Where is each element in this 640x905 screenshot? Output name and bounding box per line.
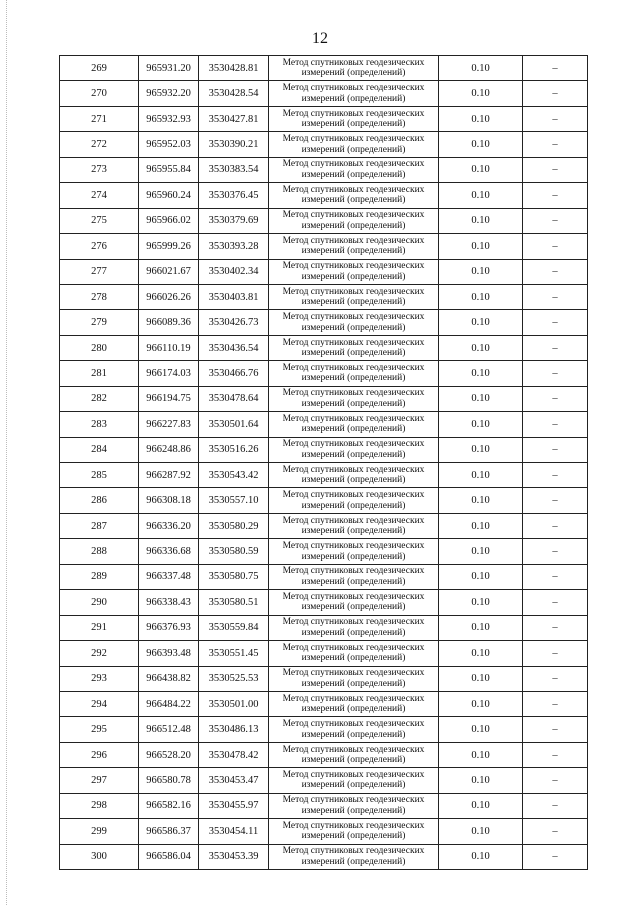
x-coordinate-cell: 965932.20 [139,81,199,106]
table-row [60,539,588,564]
method-line-2: измерений (определений) [301,119,406,130]
accuracy-cell: 0.10 [439,768,523,793]
method-line-1: Метод спутниковых геодезических [282,362,425,373]
y-coordinate-cell: 3530543.42 [199,463,269,488]
x-coordinate-cell: 966582.16 [139,793,199,818]
table-row [60,310,588,335]
method-cell [269,106,439,131]
point-number-cell: 298 [60,793,139,818]
accuracy-cell: 0.10 [439,539,523,564]
point-number-cell: 286 [60,488,139,513]
x-coordinate-cell: 966227.83 [139,412,199,437]
method-cell [269,259,439,284]
y-coordinate-cell: 3530580.29 [199,513,269,538]
x-coordinate-cell: 965966.02 [139,208,199,233]
table-row [60,234,588,259]
table-row [60,615,588,640]
accuracy-cell: 0.10 [439,844,523,869]
point-number-cell: 292 [60,641,139,666]
method-line-1: Метод спутниковых геодезических [282,388,425,399]
x-coordinate-cell: 966528.20 [139,742,199,767]
point-number-cell: 283 [60,412,139,437]
method-line-2: измерений (определений) [301,500,406,511]
x-coordinate-cell: 966248.86 [139,437,199,462]
point-number-cell: 290 [60,590,139,615]
description-cell: – [523,488,588,513]
table-row [60,742,588,767]
accuracy-cell: 0.10 [439,234,523,259]
y-coordinate-cell: 3530453.39 [199,844,269,869]
method-cell [269,386,439,411]
method-line-2: измерений (определений) [301,704,406,715]
method-line-1: Метод спутниковых геодезических [282,210,425,221]
method-line-2: измерений (определений) [301,373,406,384]
y-coordinate-cell: 3530376.45 [199,183,269,208]
y-coordinate-cell: 3530453.47 [199,768,269,793]
method-cell [269,488,439,513]
x-coordinate-cell: 966484.22 [139,691,199,716]
table-row [60,361,588,386]
method-line-1: Метод спутниковых геодезических [282,668,425,679]
table-row [60,56,588,81]
method-cell [269,691,439,716]
description-cell: – [523,284,588,309]
point-number-cell: 278 [60,284,139,309]
table-row [60,666,588,691]
y-coordinate-cell: 3530436.54 [199,335,269,360]
table-row [60,564,588,589]
description-cell: – [523,666,588,691]
method-cell [269,234,439,259]
accuracy-cell: 0.10 [439,386,523,411]
accuracy-cell: 0.10 [439,183,523,208]
table-row [60,590,588,615]
method-line-1: Метод спутниковых геодезических [282,159,425,170]
accuracy-cell: 0.10 [439,157,523,182]
accuracy-cell: 0.10 [439,615,523,640]
method-line-1: Метод спутниковых геодезических [282,413,425,424]
method-line-1: Метод спутниковых геодезических [282,744,425,755]
point-number-cell: 291 [60,615,139,640]
description-cell: – [523,742,588,767]
table-row [60,259,588,284]
point-number-cell: 285 [60,463,139,488]
description-cell: – [523,310,588,335]
accuracy-cell: 0.10 [439,513,523,538]
point-number-cell: 288 [60,539,139,564]
scan-edge-rule [6,0,7,905]
table-row [60,793,588,818]
method-cell [269,132,439,157]
method-cell [269,768,439,793]
description-cell: – [523,844,588,869]
x-coordinate-cell: 966194.75 [139,386,199,411]
method-cell [269,793,439,818]
accuracy-cell: 0.10 [439,208,523,233]
method-line-1: Метод спутниковых геодезических [282,261,425,272]
method-line-2: измерений (определений) [301,271,406,282]
method-line-1: Метод спутниковых геодезических [282,642,425,653]
y-coordinate-cell: 3530580.51 [199,590,269,615]
x-coordinate-cell: 965955.84 [139,157,199,182]
table-row [60,717,588,742]
method-cell [269,819,439,844]
method-line-1: Метод спутниковых геодезических [282,490,425,501]
method-line-2: измерений (определений) [301,678,406,689]
method-cell [269,284,439,309]
y-coordinate-cell: 3530426.73 [199,310,269,335]
method-line-2: измерений (определений) [301,93,406,104]
method-line-2: измерений (определений) [301,144,406,155]
method-cell [269,844,439,869]
accuracy-cell: 0.10 [439,666,523,691]
x-coordinate-cell: 966512.48 [139,717,199,742]
y-coordinate-cell: 3530393.28 [199,234,269,259]
table-row [60,208,588,233]
method-line-1: Метод спутниковых геодезических [282,286,425,297]
x-coordinate-cell: 965931.20 [139,56,199,81]
y-coordinate-cell: 3530525.53 [199,666,269,691]
y-coordinate-cell: 3530428.81 [199,56,269,81]
point-number-cell: 294 [60,691,139,716]
method-cell [269,412,439,437]
x-coordinate-cell: 965960.24 [139,183,199,208]
description-cell: – [523,691,588,716]
method-line-2: измерений (определений) [301,576,406,587]
y-coordinate-cell: 3530501.64 [199,412,269,437]
method-line-2: измерений (определений) [301,449,406,460]
accuracy-cell: 0.10 [439,81,523,106]
y-coordinate-cell: 3530455.97 [199,793,269,818]
method-line-1: Метод спутниковых геодезических [282,108,425,119]
coordinates-table-body [60,56,588,870]
x-coordinate-cell: 966308.18 [139,488,199,513]
y-coordinate-cell: 3530551.45 [199,641,269,666]
point-number-cell: 297 [60,768,139,793]
accuracy-cell: 0.10 [439,106,523,131]
point-number-cell: 284 [60,437,139,462]
method-line-1: Метод спутниковых геодезических [282,566,425,577]
point-number-cell: 275 [60,208,139,233]
point-number-cell: 289 [60,564,139,589]
method-line-2: измерений (определений) [301,856,406,867]
point-number-cell: 282 [60,386,139,411]
description-cell: – [523,513,588,538]
method-line-2: измерений (определений) [301,169,406,180]
point-number-cell: 276 [60,234,139,259]
method-line-2: измерений (определений) [301,551,406,562]
y-coordinate-cell: 3530516.26 [199,437,269,462]
y-coordinate-cell: 3530580.75 [199,564,269,589]
y-coordinate-cell: 3530454.11 [199,819,269,844]
description-cell: – [523,641,588,666]
method-line-2: измерений (определений) [301,348,406,359]
description-cell: – [523,717,588,742]
x-coordinate-cell: 966174.03 [139,361,199,386]
method-cell [269,666,439,691]
method-cell [269,717,439,742]
method-line-1: Метод спутниковых геодезических [282,184,425,195]
coordinates-table [59,55,588,870]
y-coordinate-cell: 3530580.59 [199,539,269,564]
x-coordinate-cell: 966337.48 [139,564,199,589]
method-cell [269,641,439,666]
method-line-2: измерений (определений) [301,322,406,333]
method-line-1: Метод спутниковых геодезических [282,312,425,323]
method-line-1: Метод спутниковых геодезических [282,235,425,246]
table-row [60,386,588,411]
description-cell: – [523,386,588,411]
x-coordinate-cell: 966438.82 [139,666,199,691]
method-line-1: Метод спутниковых геодезических [282,617,425,628]
method-cell [269,310,439,335]
point-number-cell: 269 [60,56,139,81]
method-cell [269,590,439,615]
accuracy-cell: 0.10 [439,412,523,437]
method-cell [269,539,439,564]
method-line-1: Метод спутниковых геодезических [282,719,425,730]
point-number-cell: 299 [60,819,139,844]
x-coordinate-cell: 966393.48 [139,641,199,666]
method-line-2: измерений (определений) [301,424,406,435]
x-coordinate-cell: 966376.93 [139,615,199,640]
x-coordinate-cell: 966338.43 [139,590,199,615]
description-cell: – [523,259,588,284]
point-number-cell: 281 [60,361,139,386]
method-line-2: измерений (определений) [301,526,406,537]
table-row [60,463,588,488]
x-coordinate-cell: 966026.26 [139,284,199,309]
method-line-2: измерений (определений) [301,653,406,664]
table-row [60,106,588,131]
method-line-2: измерений (определений) [301,246,406,257]
point-number-cell: 272 [60,132,139,157]
y-coordinate-cell: 3530383.54 [199,157,269,182]
method-line-2: измерений (определений) [301,805,406,816]
x-coordinate-cell: 966586.37 [139,819,199,844]
description-cell: – [523,183,588,208]
method-line-2: измерений (определений) [301,220,406,231]
y-coordinate-cell: 3530478.64 [199,386,269,411]
table-row [60,437,588,462]
method-line-2: измерений (определений) [301,602,406,613]
point-number-cell: 296 [60,742,139,767]
y-coordinate-cell: 3530427.81 [199,106,269,131]
accuracy-cell: 0.10 [439,691,523,716]
y-coordinate-cell: 3530403.81 [199,284,269,309]
description-cell: – [523,81,588,106]
accuracy-cell: 0.10 [439,463,523,488]
x-coordinate-cell: 966287.92 [139,463,199,488]
table-row [60,157,588,182]
table-row [60,81,588,106]
table-row [60,488,588,513]
y-coordinate-cell: 3530501.00 [199,691,269,716]
description-cell: – [523,132,588,157]
table-row [60,412,588,437]
method-line-1: Метод спутниковых геодезических [282,57,425,68]
x-coordinate-cell: 966089.36 [139,310,199,335]
accuracy-cell: 0.10 [439,488,523,513]
x-coordinate-cell: 966336.68 [139,539,199,564]
method-line-1: Метод спутниковых геодезических [282,541,425,552]
method-line-2: измерений (определений) [301,627,406,638]
method-cell [269,513,439,538]
description-cell: – [523,793,588,818]
method-line-2: измерений (определений) [301,398,406,409]
method-line-2: измерений (определений) [301,780,406,791]
x-coordinate-cell: 966586.04 [139,844,199,869]
point-number-cell: 287 [60,513,139,538]
description-cell: – [523,208,588,233]
method-cell [269,437,439,462]
point-number-cell: 270 [60,81,139,106]
description-cell: – [523,412,588,437]
point-number-cell: 280 [60,335,139,360]
table-row [60,768,588,793]
description-cell: – [523,463,588,488]
table-row [60,183,588,208]
accuracy-cell: 0.10 [439,259,523,284]
description-cell: – [523,564,588,589]
x-coordinate-cell: 966021.67 [139,259,199,284]
description-cell: – [523,56,588,81]
method-line-2: измерений (определений) [301,195,406,206]
accuracy-cell: 0.10 [439,437,523,462]
y-coordinate-cell: 3530557.10 [199,488,269,513]
x-coordinate-cell: 965952.03 [139,132,199,157]
point-number-cell: 277 [60,259,139,284]
method-cell [269,157,439,182]
description-cell: – [523,361,588,386]
method-line-1: Метод спутниковых геодезических [282,769,425,780]
table-row [60,513,588,538]
method-line-1: Метод спутниковых геодезических [282,591,425,602]
accuracy-cell: 0.10 [439,793,523,818]
y-coordinate-cell: 3530428.54 [199,81,269,106]
x-coordinate-cell: 966580.78 [139,768,199,793]
y-coordinate-cell: 3530379.69 [199,208,269,233]
method-line-1: Метод спутниковых геодезических [282,439,425,450]
method-cell [269,335,439,360]
method-cell [269,564,439,589]
description-cell: – [523,335,588,360]
description-cell: – [523,234,588,259]
method-line-1: Метод спутниковых геодезических [282,515,425,526]
table-row [60,284,588,309]
page-number: 12 [312,30,328,47]
method-cell [269,56,439,81]
accuracy-cell: 0.10 [439,564,523,589]
x-coordinate-cell: 965999.26 [139,234,199,259]
accuracy-cell: 0.10 [439,361,523,386]
point-number-cell: 295 [60,717,139,742]
description-cell: – [523,106,588,131]
y-coordinate-cell: 3530402.34 [199,259,269,284]
point-number-cell: 293 [60,666,139,691]
point-number-cell: 271 [60,106,139,131]
y-coordinate-cell: 3530466.76 [199,361,269,386]
method-line-1: Метод спутниковых геодезических [282,846,425,857]
method-line-2: измерений (определений) [301,475,406,486]
accuracy-cell: 0.10 [439,335,523,360]
point-number-cell: 273 [60,157,139,182]
description-cell: – [523,615,588,640]
description-cell: – [523,539,588,564]
accuracy-cell: 0.10 [439,284,523,309]
method-line-1: Метод спутниковых геодезических [282,83,425,94]
method-line-1: Метод спутниковых геодезических [282,134,425,145]
accuracy-cell: 0.10 [439,641,523,666]
table-row [60,844,588,869]
method-line-2: измерений (определений) [301,831,406,842]
accuracy-cell: 0.10 [439,590,523,615]
point-number-cell: 300 [60,844,139,869]
method-line-1: Метод спутниковых геодезических [282,795,425,806]
accuracy-cell: 0.10 [439,132,523,157]
x-coordinate-cell: 966336.20 [139,513,199,538]
method-line-2: измерений (определений) [301,755,406,766]
x-coordinate-cell: 966110.19 [139,335,199,360]
method-cell [269,81,439,106]
description-cell: – [523,437,588,462]
y-coordinate-cell: 3530478.42 [199,742,269,767]
method-line-2: измерений (определений) [301,297,406,308]
method-cell [269,615,439,640]
y-coordinate-cell: 3530390.21 [199,132,269,157]
table-row [60,641,588,666]
method-cell [269,742,439,767]
point-number-cell: 274 [60,183,139,208]
method-line-1: Метод спутниковых геодезических [282,337,425,348]
method-line-2: измерений (определений) [301,68,406,79]
accuracy-cell: 0.10 [439,819,523,844]
description-cell: – [523,819,588,844]
accuracy-cell: 0.10 [439,56,523,81]
table-row [60,691,588,716]
table-row [60,819,588,844]
accuracy-cell: 0.10 [439,742,523,767]
y-coordinate-cell: 3530486.13 [199,717,269,742]
method-line-1: Метод спутниковых геодезических [282,820,425,831]
method-cell [269,183,439,208]
method-line-1: Метод спутниковых геодезических [282,464,425,475]
method-cell [269,361,439,386]
table-row [60,335,588,360]
method-cell [269,463,439,488]
y-coordinate-cell: 3530559.84 [199,615,269,640]
table-row [60,132,588,157]
description-cell: – [523,157,588,182]
x-coordinate-cell: 965932.93 [139,106,199,131]
method-cell [269,208,439,233]
accuracy-cell: 0.10 [439,717,523,742]
point-number-cell: 279 [60,310,139,335]
accuracy-cell: 0.10 [439,310,523,335]
method-line-2: измерений (определений) [301,729,406,740]
method-line-1: Метод спутниковых геодезических [282,693,425,704]
description-cell: – [523,768,588,793]
description-cell: – [523,590,588,615]
